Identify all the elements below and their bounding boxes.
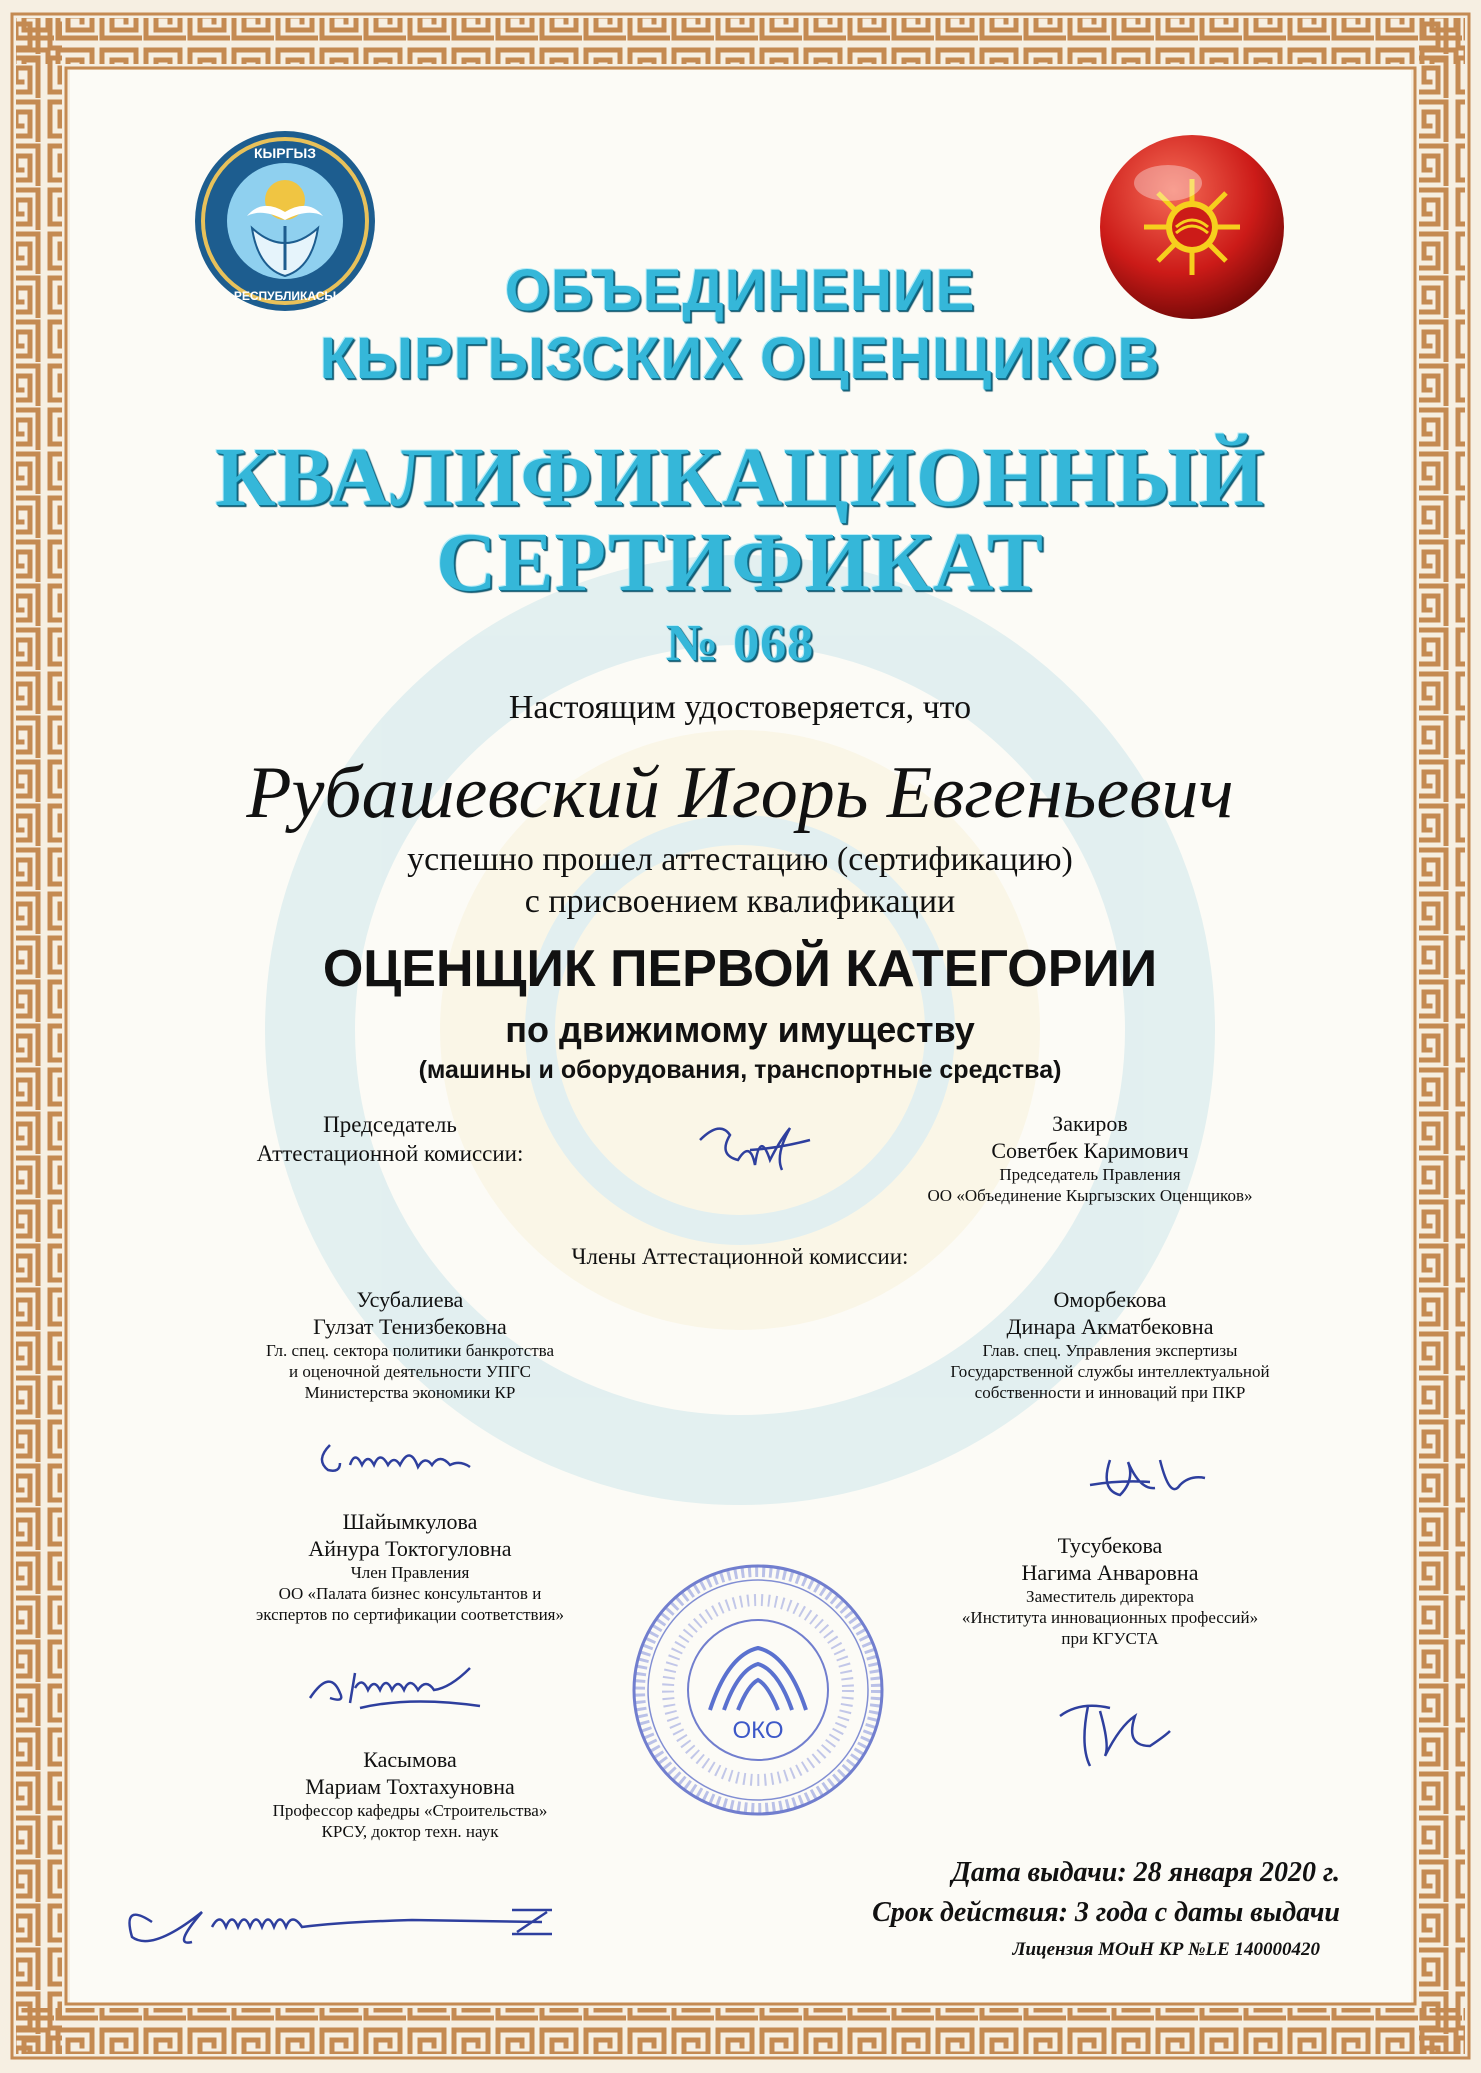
qualification-scope: по движимому имуществу xyxy=(505,1009,975,1050)
validity-period: Срок действия: 3 года с даты выдачи xyxy=(872,1897,1340,1928)
member-position-line: «Института инновационных профессий» xyxy=(961,1608,1259,1627)
stamp-center-text: ОКО xyxy=(732,1717,784,1744)
chair-label-line1: Председатель xyxy=(323,1112,457,1137)
chair-block xyxy=(880,1110,1300,1206)
member-name: Нагима Анваровна xyxy=(1021,1560,1199,1585)
member-name: Мариам Тохтахуновна xyxy=(305,1774,515,1799)
member-position-line: при КГУСТА xyxy=(1061,1629,1159,1648)
member-block xyxy=(200,1508,620,1625)
chair-name: Советбек Каримович xyxy=(991,1138,1189,1163)
member-position-line: Государственной службы интеллектуальной xyxy=(950,1362,1270,1381)
member-position-line: и оценочной деятельности УПГС xyxy=(289,1362,531,1381)
assigned-text: с присвоением квалификации xyxy=(524,883,956,920)
member-surname: Усубалиева xyxy=(356,1287,464,1312)
member-position-line: Заместитель директора xyxy=(1026,1587,1194,1606)
member-position-line: ОО «Палата бизнес консультантов и xyxy=(278,1584,542,1603)
license-number: Лицензия МОиН КР №LE 140000420 xyxy=(1012,1939,1320,1960)
org-title-line2: КЫРГЫЗСКИХ ОЦЕНЩИКОВ xyxy=(319,326,1161,391)
member-signature xyxy=(112,1882,652,1962)
member-position-line: Член Правления xyxy=(350,1563,470,1582)
member-block xyxy=(880,1532,1340,1649)
member-surname: Касымова xyxy=(363,1747,457,1772)
qualification-title: ОЦЕНЩИК ПЕРВОЙ КАТЕГОРИИ xyxy=(322,940,1158,998)
member-surname: Шайымкулова xyxy=(342,1509,478,1534)
chair-signature xyxy=(690,1110,820,1190)
member-name: Айнура Токтогуловна xyxy=(308,1536,512,1561)
member-block xyxy=(190,1286,630,1403)
member-position-line: Министерства экономики КР xyxy=(304,1383,516,1402)
member-position-line: собственности и инноваций при ПКР xyxy=(974,1383,1246,1402)
qualification-scope-detail: (машины и оборудования, транспортные средства) xyxy=(418,1056,1062,1084)
org-title-line1: ОБЪЕДИНЕНИЕ xyxy=(504,258,976,323)
member-position-line: Профессор кафедры «Строительства» xyxy=(272,1801,548,1820)
seal-stamp xyxy=(628,1560,888,1820)
intro-text: Настоящим удостоверяется, что xyxy=(508,689,972,726)
members-heading: Члены Аттестационной комиссии: xyxy=(571,1244,909,1269)
member-name: Динара Акматбековна xyxy=(1006,1314,1214,1339)
passed-text: успешно прошел аттестацию (сертификацию) xyxy=(407,841,1073,878)
member-signature xyxy=(1040,1686,1190,1776)
chair-label-line2: Аттестационной комиссии: xyxy=(256,1141,524,1166)
member-position-line: Глав. спец. Управления экспертизы xyxy=(982,1341,1238,1360)
chair-position-line2: ОО «Объединение Кыргызских Оценщиков» xyxy=(927,1186,1253,1205)
member-name: Гулзат Тенизбековна xyxy=(313,1314,507,1339)
certificate-title-line2: СЕРТИФИКАТ xyxy=(435,516,1045,609)
member-signature xyxy=(310,1425,490,1485)
member-position-line: Гл. спец. сектора политики банкротства xyxy=(265,1341,555,1360)
member-signature xyxy=(300,1648,500,1718)
chair-label xyxy=(190,1110,590,1168)
certificate-title-line1: КВАЛИФИКАЦИОННЫЙ xyxy=(215,431,1265,524)
member-position-line: экспертов по сертификации соответствия» xyxy=(255,1605,564,1624)
holder-name: Рубашевский Игорь Евгеньевич xyxy=(246,752,1234,834)
emblem-top-text: КЫРГЫЗ xyxy=(253,145,317,161)
member-position-line: КРСУ, доктор техн. наук xyxy=(321,1822,499,1841)
member-block xyxy=(880,1286,1340,1403)
chair-surname: Закиров xyxy=(1052,1111,1128,1136)
member-surname: Оморбекова xyxy=(1053,1287,1167,1312)
chair-position-line1: Председатель Правления xyxy=(999,1165,1181,1184)
member-block xyxy=(200,1746,620,1842)
certificate-number: № 068 xyxy=(665,615,815,672)
emblem-bottom-text: РЕСПУБЛИКАСЫ xyxy=(233,289,337,303)
issue-date: Дата выдачи: 28 января 2020 г. xyxy=(951,1857,1340,1888)
member-surname: Тусубекова xyxy=(1057,1533,1163,1558)
member-signature xyxy=(1080,1440,1230,1510)
